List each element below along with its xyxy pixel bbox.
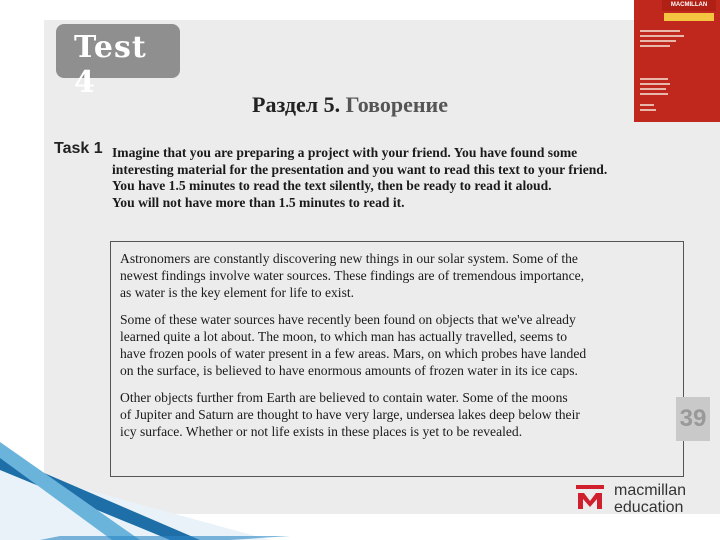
passage-line: icy surface. Whether or not life exists in these places is yet to be revealed. bbox=[120, 424, 523, 439]
cover-text-line bbox=[640, 30, 680, 32]
cover-text-line bbox=[640, 78, 668, 80]
cover-text-line bbox=[640, 35, 684, 37]
test-label: Test 4 bbox=[74, 30, 147, 100]
passage-line: on the surface, is believed to have enormous amounts of frozen water in its ice caps. bbox=[120, 363, 578, 378]
task-label: Task 1 bbox=[54, 140, 103, 157]
book-cover-thumbnail bbox=[634, 0, 720, 122]
section-prefix: Раздел 5. bbox=[252, 92, 341, 117]
cover-text-line bbox=[640, 104, 654, 106]
passage-line: have frozen pools of water present in a few areas. Mars, on which probes have landed bbox=[120, 346, 587, 361]
cover-text-line bbox=[640, 40, 676, 42]
publisher-line-1: macmillan bbox=[614, 482, 687, 499]
passage-paragraph-2 bbox=[120, 311, 675, 379]
instruction-line: You will not have more than 1.5 minutes to read it. bbox=[112, 195, 405, 211]
passage-paragraph-3 bbox=[120, 389, 675, 440]
passage-line: of Jupiter and Saturn are thought to have very large, undersea lakes deep below their bbox=[120, 407, 580, 422]
passage-paragraph-1 bbox=[120, 250, 675, 301]
passage-line: Some of these water sources have recently been found on objects that we've already bbox=[120, 312, 576, 327]
passage-line: Astronomers are constantly discovering new things in our solar system. Some of the bbox=[120, 251, 578, 266]
passage-line: Other objects further from Earth are believed to contain water. Some of the moons bbox=[120, 390, 568, 405]
section-highlight: Говорение bbox=[345, 92, 448, 117]
task-instructions bbox=[112, 145, 682, 212]
instruction-line: Imagine that you are preparing a project with your friend. You have found some bbox=[112, 145, 578, 160]
passage-line: newest findings involve water sources. These findings are of tremendous importance, bbox=[120, 268, 585, 283]
cover-text-line bbox=[640, 45, 670, 47]
cover-band bbox=[664, 13, 714, 21]
corner-decoration bbox=[0, 440, 300, 540]
passage-line: as water is the key element for life to exist. bbox=[120, 285, 355, 300]
page-number: 39 bbox=[676, 397, 710, 441]
test-label-tab bbox=[56, 24, 180, 100]
cover-text-line bbox=[640, 93, 668, 95]
cover-title: MACMILLAN bbox=[662, 0, 716, 11]
instruction-line: You have 1.5 minutes to read the text silently, then be ready to read it aloud. bbox=[112, 178, 552, 194]
section-title bbox=[252, 92, 448, 118]
cover-text-line bbox=[640, 109, 656, 111]
cover-text-line bbox=[640, 83, 670, 85]
publisher-name bbox=[614, 482, 686, 516]
publisher-logo bbox=[576, 481, 716, 517]
instruction-line: interesting material for the presentation and you want to read this text to your friend. bbox=[112, 161, 608, 177]
cover-text-line bbox=[640, 88, 666, 90]
macmillan-m-icon bbox=[576, 485, 604, 511]
publisher-line-2: education bbox=[614, 499, 684, 516]
passage-line: learned quite a lot about. The moon, to which man has actually travelled, seems to bbox=[120, 329, 568, 344]
